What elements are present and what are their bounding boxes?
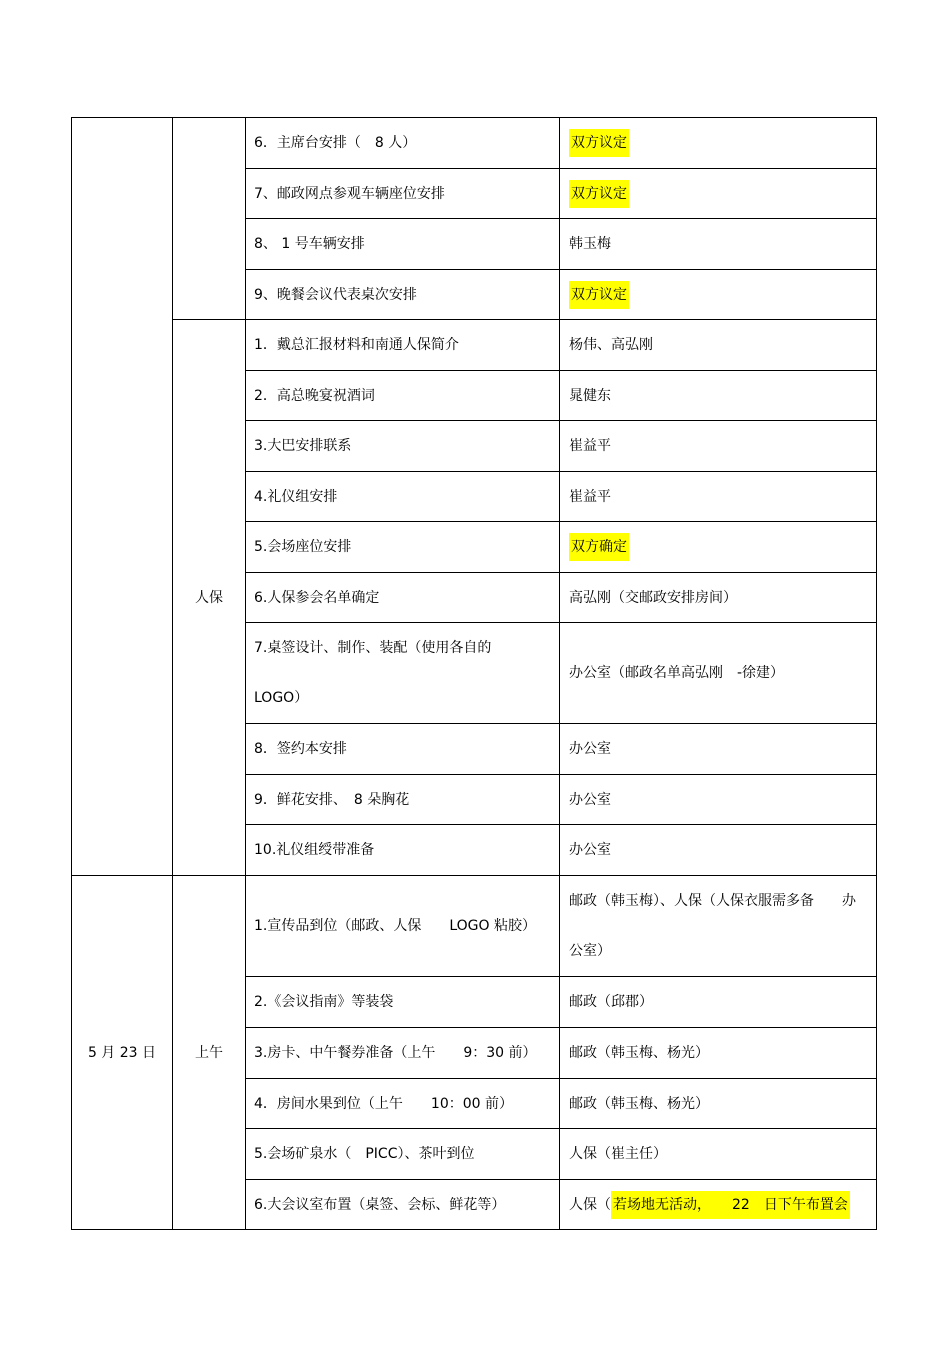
task-cell: 2.《会议指南》等装袋 — [246, 977, 560, 1028]
task-cell: 9、晚餐会议代表桌次安排 — [246, 270, 560, 320]
resp-prefix: 人保（ — [569, 1196, 611, 1213]
dept-cell: 人保 — [173, 320, 246, 876]
responsible-cell: 办公室（邮政名单高弘刚 -徐建） — [560, 623, 877, 724]
highlighted-text: 双方议定 — [569, 180, 629, 208]
responsible-cell: 人保（崔主任） — [560, 1129, 877, 1180]
responsible-cell: 崔益平 — [560, 421, 877, 472]
task-cell: 4.礼仪组安排 — [246, 472, 560, 522]
responsible-cell: 办公室 — [560, 724, 877, 775]
task-line: LOGO） — [254, 690, 309, 706]
task-cell: 1．戴总汇报材料和南通人保简介 — [246, 320, 560, 371]
responsible-cell: 办公室 — [560, 775, 877, 825]
task-cell: 3.大巴安排联系 — [246, 421, 560, 472]
responsible-cell: 晁健东 — [560, 371, 877, 421]
responsible-cell — [560, 118, 877, 169]
responsible-cell — [560, 169, 877, 219]
responsible-cell: 邮政（邱郡） — [560, 977, 877, 1028]
responsible-cell: 崔益平 — [560, 472, 877, 522]
responsible-cell: 邮政（韩玉梅、杨光） — [560, 1079, 877, 1129]
highlighted-text: 若场地无活动， 22 日下午布置会 — [611, 1191, 850, 1219]
resp-line: 公室） — [569, 943, 611, 959]
task-cell: 2．高总晚宴祝酒词 — [246, 371, 560, 421]
task-cell: 5.会场矿泉水（ PICC）、茶叶到位 — [246, 1129, 560, 1180]
task-cell: 1.宣传品到位（邮政、人保 LOGO 粘胶） — [246, 876, 560, 977]
task-cell: 5.会场座位安排 — [246, 522, 560, 573]
period-cell: 上午 — [173, 876, 246, 1230]
task-cell: 6.大会议室布置（桌签、会标、鲜花等） — [246, 1180, 560, 1230]
responsible-cell: 韩玉梅 — [560, 219, 877, 270]
task-cell: 7、邮政网点参观车辆座位安排 — [246, 169, 560, 219]
responsible-cell — [560, 876, 877, 977]
responsible-cell: 邮政（韩玉梅、杨光） — [560, 1028, 877, 1079]
responsible-cell — [560, 270, 877, 320]
task-cell: 8、 1 号车辆安排 — [246, 219, 560, 270]
table-row — [72, 118, 877, 169]
task-cell: 9．鲜花安排、 8 朵胸花 — [246, 775, 560, 825]
task-cell: 8．签约本安排 — [246, 724, 560, 775]
responsible-cell: 办公室 — [560, 825, 877, 876]
table-row — [72, 320, 877, 371]
highlighted-text: 双方议定 — [569, 281, 629, 309]
resp-line: 邮政（韩玉梅）、人保（人保衣服需多备 办 — [569, 893, 856, 909]
task-cell: 6.人保参会名单确定 — [246, 573, 560, 623]
responsible-cell: 高弘刚（交邮政安排房间） — [560, 573, 877, 623]
responsible-cell — [560, 522, 877, 573]
date-cell: 5 月 23 日 — [72, 876, 173, 1230]
dept-cell-empty — [173, 118, 246, 320]
task-cell: 6．主席台安排（ 8 人） — [246, 118, 560, 169]
task-cell — [246, 623, 560, 724]
task-cell: 4．房间水果到位（上午 10：00 前） — [246, 1079, 560, 1129]
highlighted-text: 双方议定 — [569, 129, 629, 157]
task-line: 7.桌签设计、制作、装配（使用各自的 — [254, 640, 492, 656]
highlighted-text: 双方确定 — [569, 533, 629, 561]
task-cell: 3.房卡、中午餐券准备（上午 9：30 前） — [246, 1028, 560, 1079]
responsible-cell: 杨伟、高弘刚 — [560, 320, 877, 371]
schedule-table — [71, 117, 877, 1230]
responsible-cell — [560, 1180, 877, 1230]
table-row — [72, 876, 877, 977]
date-cell-empty — [72, 118, 173, 876]
task-cell: 10.礼仪组绶带准备 — [246, 825, 560, 876]
